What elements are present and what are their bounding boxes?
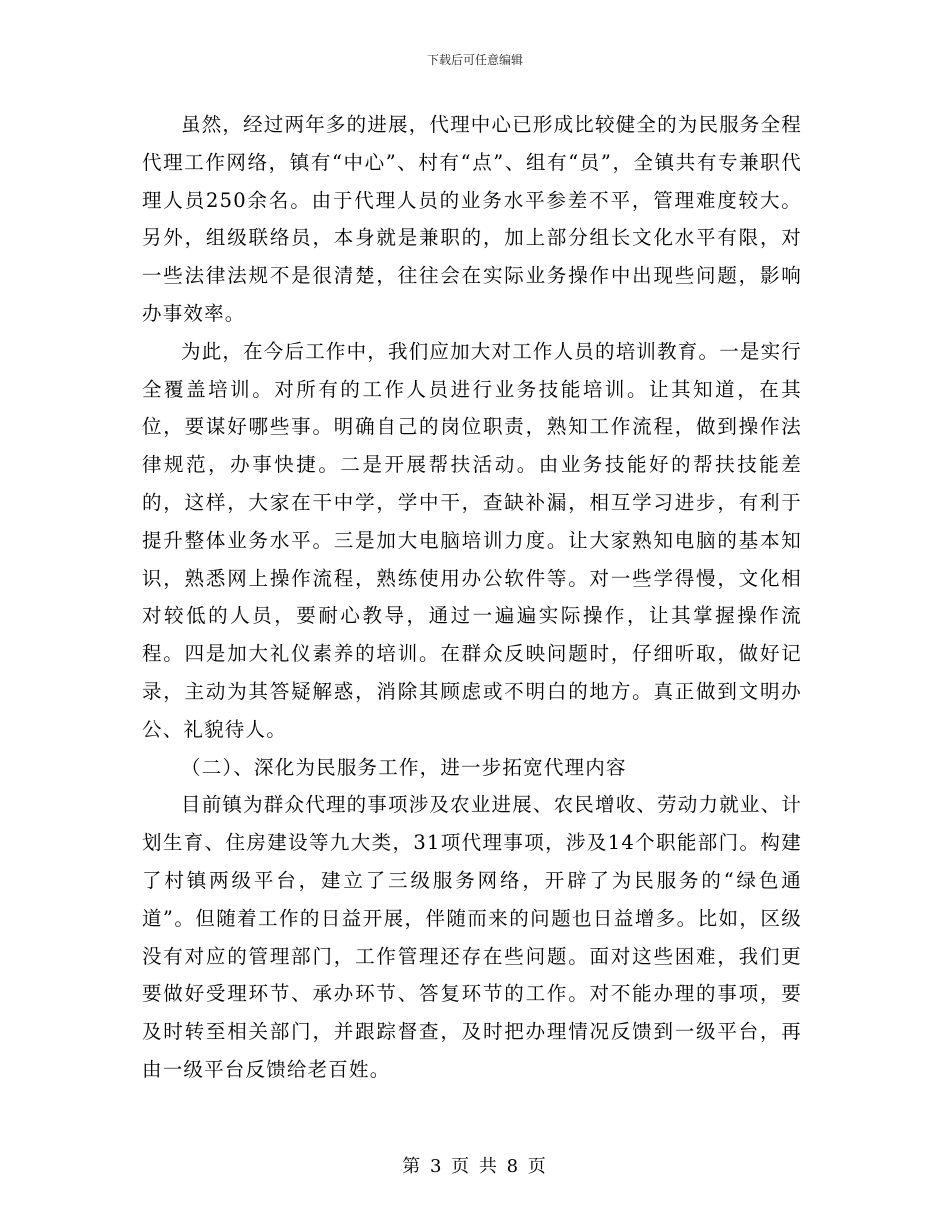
document-body — [142, 106, 802, 1089]
page-header: 下载后可任意编辑 — [426, 53, 523, 67]
paragraph-1: 虽然，经过两年多的进展，代理中心已形成比较健全的为民服务全程代理工作网络，镇有“中心”、村有“点”、组有“员”，全镇共有专兼职代理人员250余名。由于代理人员的业务水平参差不平，管理难度较大。另外，组级联络员，本身就是兼职的，加上部分组长文化水平有限，对一些法律法规不是很清楚，往往会在实际业务操作中出现些问题，影响办事效率。 — [142, 113, 803, 325]
section-heading: （二）、深化为民服务工作，进一步拓宽代理内容 — [181, 755, 627, 779]
paragraph-3: 目前镇为群众代理的事项涉及农业进展、农民增收、劳动力就业、计划生育、住房建设等九大类，31项代理事项，涉及14个职能部门。构建了村镇两级平台，建立了三级服务网络，开辟了为民服务的“绿色通道”。但随着工作的日益开展，伴随而来的问题也日益增多。比如，区级没有对应的管理部门，工作管理还存在些问题。面对这些困难，我们更要做好受理环节、承办环节、答复环节的工作。对不能办理的事项，要及时转至相关部门，并跟踪督查，及时把办理情况反馈到一级平台，再由一级平台反馈给老百姓。 — [142, 793, 803, 1081]
paragraph-2: 为此，在今后工作中，我们应加大对工作人员的培训教育。一是实行全覆盖培训。对所有的工作人员进行业务技能培训。让其知道，在其位，要谋好哪些事。明确自己的岗位职责，熟知工作流程，做到操作法律规范，办事快捷。二是开展帮扶活动。由业务技能好的帮扶技能差的，这样，大家在干中学，学中干，查缺补漏，相互学习进步，有利于提升整体业务水平。三是加大电脑培训力度。让大家熟知电脑的基本知识，熟悉网上操作流程，熟练使用办公软件等。对一些学得慢，文化相对较低的人员，要耐心教导，通过一遍遍实际操作，让其掌握操作流程。四是加大礼仪素养的培训。在群众反映问题时，仔细听取，做好记录，主动为其答疑解惑，消除其顾虑或不明白的地方。真正做到文明办公、礼貌待人。 — [142, 339, 803, 741]
page-number: 第 3 页 共 8 页 — [402, 1156, 548, 1177]
